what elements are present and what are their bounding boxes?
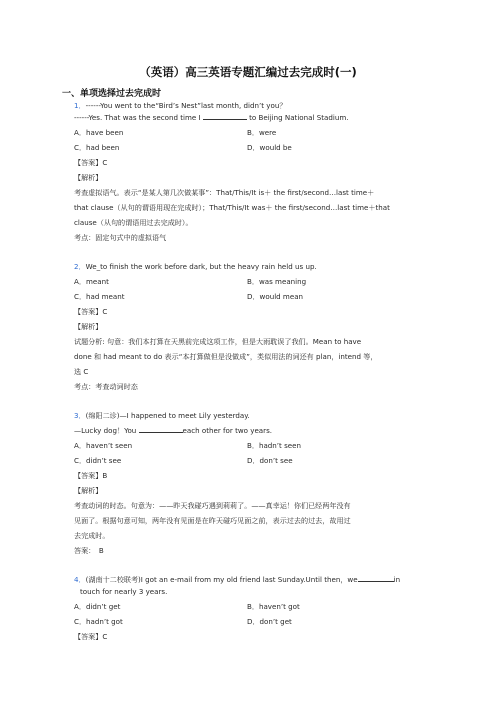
answer-blank bbox=[139, 426, 183, 433]
question-text: (绵阳二诊)—I happened to meet Lily yesterday. bbox=[85, 411, 250, 420]
question-3-line2 bbox=[74, 426, 272, 436]
option-d: D．would be bbox=[247, 143, 292, 152]
answer-blank bbox=[358, 575, 394, 582]
explanation-line: that clause（从句的谓语用现在完成时）；That/This/It was＋ the first/second…last time＋that bbox=[74, 203, 390, 212]
knowledge-point: 考点：考查动词时态 bbox=[74, 382, 138, 391]
analysis-label: 【解析】 bbox=[74, 486, 103, 495]
option-b: B．hadn’t seen bbox=[247, 441, 302, 450]
option-d: D．don’t see bbox=[247, 456, 293, 465]
option-c: C．had meant bbox=[74, 292, 125, 301]
question-2-stem bbox=[74, 262, 317, 272]
explanation-line: clause（从句的谓语用过去完成时）。 bbox=[74, 218, 193, 227]
section-heading: 一、单项选择过去完成时 bbox=[62, 89, 162, 99]
analysis-label: 【解析】 bbox=[74, 173, 103, 182]
question-number: 1． bbox=[74, 101, 86, 110]
answer-label: 【答案】B bbox=[74, 471, 108, 480]
question-number: 3． bbox=[74, 411, 86, 420]
answer-label: 【答案】C bbox=[74, 158, 108, 167]
answer-label: 【答案】C bbox=[74, 307, 108, 316]
option-a: A．have been bbox=[74, 128, 124, 137]
option-a: A．haven’t seen bbox=[74, 441, 133, 450]
question-1-line2 bbox=[74, 113, 348, 123]
explanation-line: done 和 had meant to do 表示“本打算做但是没做成”，类似用法的词还有 plan，intend 等， bbox=[74, 352, 378, 361]
explanation-line: 试题分析: 句意：我们本打算在天黑前完成这项工作，但是大雨耽误了我们。Mean to have bbox=[74, 337, 362, 346]
option-c: C．didn’t see bbox=[74, 456, 122, 465]
answer-label: 【答案】C bbox=[74, 632, 108, 641]
explanation-line: 去完成时。 bbox=[74, 531, 110, 540]
explanation-line: 选 C bbox=[74, 367, 89, 376]
question-text: ------Yes. That was the second time I bbox=[74, 113, 203, 122]
option-a: A．meant bbox=[74, 277, 109, 286]
option-b: B．haven’t got bbox=[247, 602, 300, 611]
question-3-stem bbox=[74, 411, 250, 421]
question-number: 2． bbox=[74, 262, 86, 271]
option-d: D．don’t get bbox=[247, 617, 292, 626]
question-text: ------You went to the“Bird’s Nest”last month, didn’t you？ bbox=[85, 101, 287, 110]
question-text: We_to finish the work before dark, but the heavy rain held us up. bbox=[85, 262, 317, 271]
option-b: B．was meaning bbox=[247, 277, 307, 286]
option-c: C．hadn’t got bbox=[74, 617, 123, 626]
explanation-line: 见面了。根据句意可知，两年没有见面是在昨天碰巧见面之前，表示过去的过去，故用过 bbox=[74, 516, 351, 525]
page-title: （英语）高三英语专题汇编过去完成时(一) bbox=[139, 65, 357, 79]
knowledge-point: 考点：固定句式中的虚拟语气 bbox=[74, 233, 167, 242]
explanation-line: 考查虚拟语气。表示“是某人第几次做某事”：That/This/It is＋ the first/second…last time＋ bbox=[74, 188, 375, 197]
question-4-stem bbox=[74, 575, 400, 585]
question-1-stem bbox=[74, 101, 286, 111]
question-text: —Lucky dog！You bbox=[74, 426, 139, 435]
question-4-line2: touch for nearly 3 years. bbox=[80, 587, 168, 596]
question-number: 4． bbox=[74, 575, 86, 584]
option-a: A．didn’t get bbox=[74, 602, 121, 611]
explanation-line: 考查动词的时态。句意为：——昨天我碰巧遇到莉莉了。——真幸运！你们已经两年没有 bbox=[74, 501, 351, 510]
question-text: each other for two years. bbox=[182, 426, 273, 435]
final-answer: 答案： B bbox=[74, 546, 104, 555]
answer-blank bbox=[203, 113, 247, 120]
option-b: B．were bbox=[247, 128, 277, 137]
option-d: D．would mean bbox=[247, 292, 304, 301]
analysis-label: 【解析】 bbox=[74, 322, 103, 331]
option-c: C．had been bbox=[74, 143, 120, 152]
question-text: (湖南十二校联考)I got an e-mail from my old friend last Sunday.Until then，we bbox=[85, 575, 358, 584]
question-text: in bbox=[393, 575, 401, 584]
question-text: to Beijing National Stadium. bbox=[246, 113, 349, 122]
